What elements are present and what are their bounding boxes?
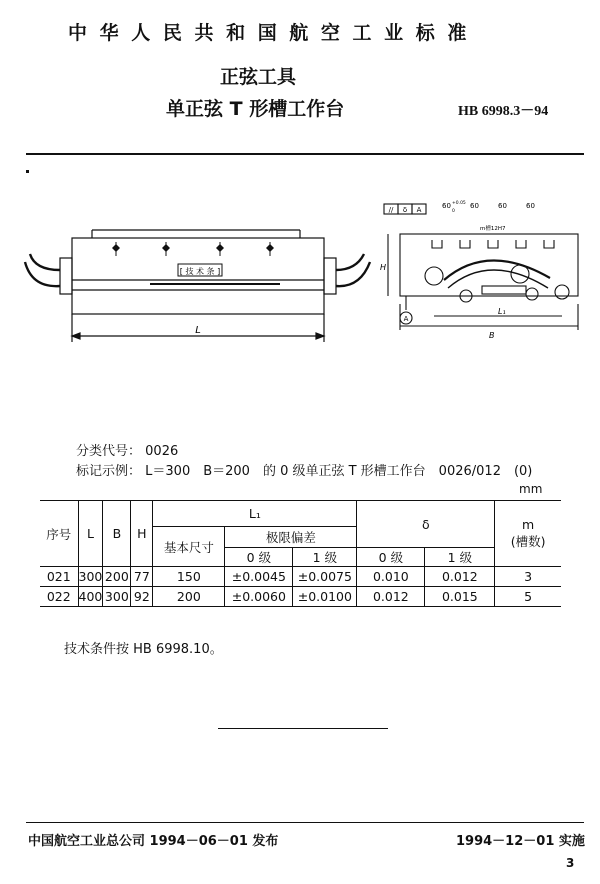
technical-note: 技术条件按 HB 6998.10。 (64, 642, 223, 657)
cell-m: 3 (495, 567, 561, 587)
cell-basic: 200 (153, 587, 225, 607)
header-L1: L₁ (153, 501, 357, 527)
header-m-sub: (槽数) (510, 534, 546, 549)
implementation-date: 1994－12－01 实施 (456, 834, 585, 849)
tolerance-symbol-parallel: // (388, 206, 394, 214)
header-limit-dev: 极限偏差 (225, 527, 357, 548)
slot-dim-1: 60 (442, 202, 451, 210)
slot-tol-upper: +0.05 (452, 201, 466, 206)
class-code-label: 分类代号： (76, 444, 142, 459)
side-body-outline (400, 234, 578, 296)
tolerance-datum-ref: A (416, 206, 422, 214)
dim-L1-label: L₁ (498, 307, 506, 316)
cell-delta1: 0.015 (425, 587, 495, 607)
slot-dim-3: 60 (498, 202, 507, 210)
cell-seq: 022 (40, 587, 78, 607)
cell-L: 300 (78, 567, 103, 587)
issue-info: 中国航空工业总公司 1994－06－01 发布 (28, 834, 279, 849)
header-m-symbol: m (522, 517, 535, 532)
header-seq: 序号 (40, 501, 78, 567)
cell-delta0: 0.012 (357, 587, 425, 607)
slot-tol-lower: 0 (452, 209, 455, 214)
cell-delta0: 0.010 (357, 567, 425, 587)
header-basic-size: 基本尺寸 (153, 527, 225, 567)
tolerance-symbol-delta: δ (402, 206, 408, 214)
front-view-drawing (20, 212, 380, 352)
end-rule (218, 728, 388, 729)
footer-divider (26, 822, 584, 823)
doc-title-line2: 单正弦 T 形槽工作台 (166, 98, 345, 120)
dim-L-label: L (195, 325, 201, 336)
marking-example-row (76, 460, 532, 479)
cell-B: 200 (103, 567, 131, 587)
standard-header: 中 华 人 民 共 和 国 航 空 工 业 标 准 (68, 22, 470, 44)
cell-seq: 021 (40, 567, 78, 587)
cell-H: 77 (131, 567, 153, 587)
cell-m: 5 (495, 587, 561, 607)
page-number: 3 (566, 856, 575, 870)
slot-dim-4: 60 (526, 202, 535, 210)
header-L: L (78, 501, 103, 567)
cell-B: 300 (103, 587, 131, 607)
slot-dim-2: 60 (470, 202, 479, 210)
marking-label: 标记示例： (76, 464, 142, 479)
standard-number: HB 6998.3－94 (458, 104, 549, 119)
class-code-value: 0026 (145, 444, 179, 459)
header-m (495, 501, 561, 567)
header-dev-grade0: 0 级 (225, 548, 293, 567)
header-delta-grade0: 0 级 (357, 548, 425, 567)
table-row (40, 587, 561, 607)
side-view-drawing (372, 194, 584, 344)
header-delta: δ (357, 501, 495, 548)
datum-A-label: A (403, 315, 409, 323)
header-delta-grade1: 1 级 (425, 548, 495, 567)
cell-dev0: ±0.0060 (225, 587, 293, 607)
header-dev-grade1: 1 级 (293, 548, 357, 567)
cell-basic: 150 (153, 567, 225, 587)
cell-H: 92 (131, 587, 153, 607)
cell-dev0: ±0.0045 (225, 567, 293, 587)
nameplate-label: [ 技 术 条 ] (179, 267, 221, 276)
unit-label: mm (519, 482, 543, 496)
top-divider (26, 153, 584, 155)
margin-mark (26, 170, 29, 173)
cell-delta1: 0.012 (425, 567, 495, 587)
cell-L: 400 (78, 587, 103, 607)
header-B: B (103, 501, 131, 567)
spec-table (40, 500, 561, 607)
class-code-row (76, 440, 178, 459)
slot-spec-label: m槽12H7 (480, 226, 506, 232)
table-row (40, 567, 561, 587)
dim-B-label: B (489, 331, 495, 340)
dim-H-label: H (380, 263, 387, 272)
marking-value: L＝300 B＝200 的 0 级单正弦 T 形槽工作台 0026/012 (0) (145, 464, 533, 479)
doc-title-line1: 正弦工具 (220, 66, 297, 88)
header-H: H (131, 501, 153, 567)
cell-dev1: ±0.0075 (293, 567, 357, 587)
cell-dev1: ±0.0100 (293, 587, 357, 607)
tslot-markers (112, 242, 274, 256)
